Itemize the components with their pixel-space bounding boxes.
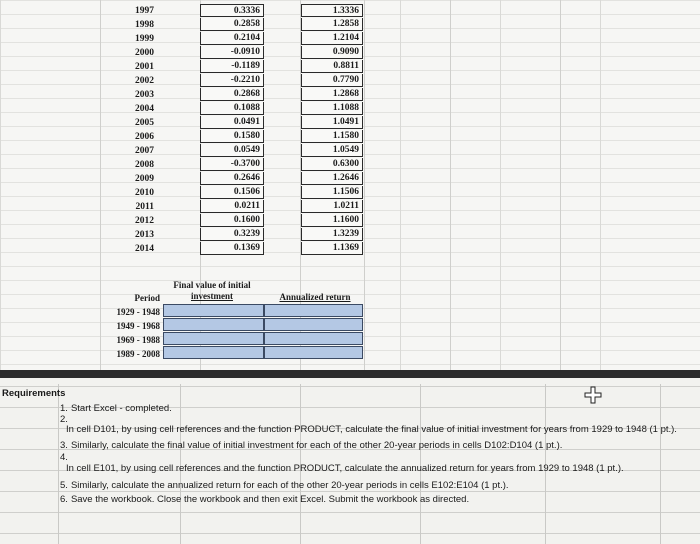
year-label: 2000 [135, 48, 154, 58]
return-cell[interactable]: 0.1506 [200, 186, 264, 199]
period-label: 1969 - 1988 [116, 335, 160, 345]
requirement-item-5 [60, 480, 509, 492]
year-label: 2010 [135, 188, 154, 198]
return-cell[interactable]: -0.2210 [200, 74, 264, 87]
column-divider [450, 0, 451, 370]
plus-move-icon [584, 386, 602, 404]
year-label: 2013 [135, 230, 154, 240]
year-label: 2003 [135, 90, 154, 100]
requirements-title: Requirements [2, 388, 66, 399]
period-header: Period [134, 293, 160, 303]
final-value-cell-d101[interactable] [163, 304, 264, 317]
return-cell[interactable]: 0.2858 [200, 18, 264, 31]
requirement-item-4 [66, 463, 624, 475]
growth-factor-cell[interactable]: 0.6300 [301, 158, 363, 171]
annualized-cell-e103[interactable] [264, 332, 363, 345]
year-label: 2009 [135, 174, 154, 184]
annualized-cell-e101[interactable] [264, 304, 363, 317]
growth-factor-cell[interactable]: 1.3336 [301, 4, 363, 17]
growth-factor-cell[interactable]: 1.1369 [301, 242, 363, 255]
year-label: 2001 [135, 62, 154, 72]
growth-factor-cell[interactable]: 1.1506 [301, 186, 363, 199]
return-cell[interactable]: -0.0910 [200, 46, 264, 59]
growth-factor-cell[interactable]: 1.0211 [301, 200, 363, 213]
year-label: 1998 [135, 20, 154, 30]
return-cell[interactable]: 0.1369 [200, 242, 264, 255]
requirement-item-2 [66, 424, 677, 436]
return-cell[interactable]: 0.1600 [200, 214, 264, 227]
annualized-return-header: Annualized return [279, 292, 351, 302]
return-cell[interactable]: 0.0549 [200, 144, 264, 157]
period-label: 1929 - 1948 [116, 307, 160, 317]
return-cell[interactable]: -0.1189 [200, 60, 264, 73]
growth-factor-cell[interactable]: 1.0549 [301, 144, 363, 157]
requirement-text: Start Excel - completed. [70, 403, 172, 414]
final-value-cell-d104[interactable] [163, 346, 264, 359]
growth-factor-cell[interactable]: 1.1580 [301, 130, 363, 143]
annualized-cell-e102[interactable] [264, 318, 363, 331]
return-cell[interactable]: 0.1088 [200, 102, 264, 115]
growth-factor-cell[interactable]: 1.2104 [301, 32, 363, 45]
final-value-header [160, 280, 264, 302]
year-label: 2002 [135, 76, 154, 86]
growth-factor-cell[interactable]: 1.1600 [301, 214, 363, 227]
growth-factor-cell[interactable]: 1.2858 [301, 18, 363, 31]
requirement-text: In cell E101, by using cell references and the function PRODUCT, calculate the annualized return for years from 1929 to 1948 (1 pt.). [66, 463, 624, 474]
column-divider [560, 0, 561, 370]
requirement-text: Save the workbook. Close the workbook and then exit Excel. Submit the workbook as directed. [70, 494, 470, 505]
return-cell[interactable]: 0.0491 [200, 116, 264, 129]
return-cell[interactable]: 0.0211 [200, 200, 264, 213]
growth-factor-cell[interactable]: 1.3239 [301, 228, 363, 241]
return-cell[interactable]: 0.2868 [200, 88, 264, 101]
return-cell[interactable]: -0.3700 [200, 158, 264, 171]
year-label: 2014 [135, 244, 154, 254]
requirement-text: Similarly, calculate the annualized return for each of the other 20-year periods in cells E102:E104 (1 pt.). [70, 480, 509, 491]
year-label: 2004 [135, 104, 154, 114]
final-value-header-line1: Final value of initial [173, 280, 251, 290]
annualized-cell-e104[interactable] [264, 346, 363, 359]
year-label: 2012 [135, 216, 154, 226]
requirement-number: 4. [60, 452, 68, 463]
final-value-cell-d103[interactable] [163, 332, 264, 345]
period-label: 1949 - 1968 [116, 321, 160, 331]
return-cell[interactable]: 0.1580 [200, 130, 264, 143]
year-label: 2006 [135, 132, 154, 142]
year-label: 1997 [135, 6, 154, 16]
growth-factor-cell[interactable]: 1.0491 [301, 116, 363, 129]
year-label: 2011 [135, 202, 154, 212]
requirement-number: 3. [60, 440, 68, 451]
return-cell[interactable]: 0.3239 [200, 228, 264, 241]
requirement-item-6 [60, 494, 469, 506]
year-label: 1999 [135, 34, 154, 44]
requirement-text: Similarly, calculate the final value of initial investment for each of the other 20-year periods in cells D102:D104 (1 pt.). [70, 440, 563, 451]
year-label: 2008 [135, 160, 154, 170]
column-divider [660, 384, 661, 544]
column-divider [58, 384, 59, 544]
final-value-cell-d102[interactable] [163, 318, 264, 331]
growth-factor-cell[interactable]: 0.7790 [301, 74, 363, 87]
growth-factor-cell[interactable]: 1.2868 [301, 88, 363, 101]
year-label: 2005 [135, 118, 154, 128]
requirement-number: 2. [60, 414, 68, 425]
column-divider [364, 0, 365, 370]
final-value-header-line2: investment [191, 291, 233, 301]
requirement-number: 5. [60, 480, 68, 491]
year-label: 2007 [135, 146, 154, 156]
period-label: 1989 - 2008 [116, 349, 160, 359]
return-cell[interactable]: 0.3336 [200, 4, 264, 17]
growth-factor-cell[interactable]: 0.8811 [301, 60, 363, 73]
requirement-item-1 [60, 403, 172, 415]
growth-factor-cell[interactable]: 1.2646 [301, 172, 363, 185]
requirement-number: 6. [60, 494, 68, 505]
return-cell[interactable]: 0.2646 [200, 172, 264, 185]
requirement-text: In cell D101, by using cell references and the function PRODUCT, calculate the final value of initial investment for years from 1929 to 1948 (1 pt.). [66, 424, 677, 435]
growth-factor-cell[interactable]: 0.9090 [301, 46, 363, 59]
return-cell[interactable]: 0.2104 [200, 32, 264, 45]
panel-divider [0, 370, 700, 378]
requirement-number: 1. [60, 403, 68, 414]
growth-factor-cell[interactable]: 1.1088 [301, 102, 363, 115]
requirement-item-3 [60, 440, 562, 452]
